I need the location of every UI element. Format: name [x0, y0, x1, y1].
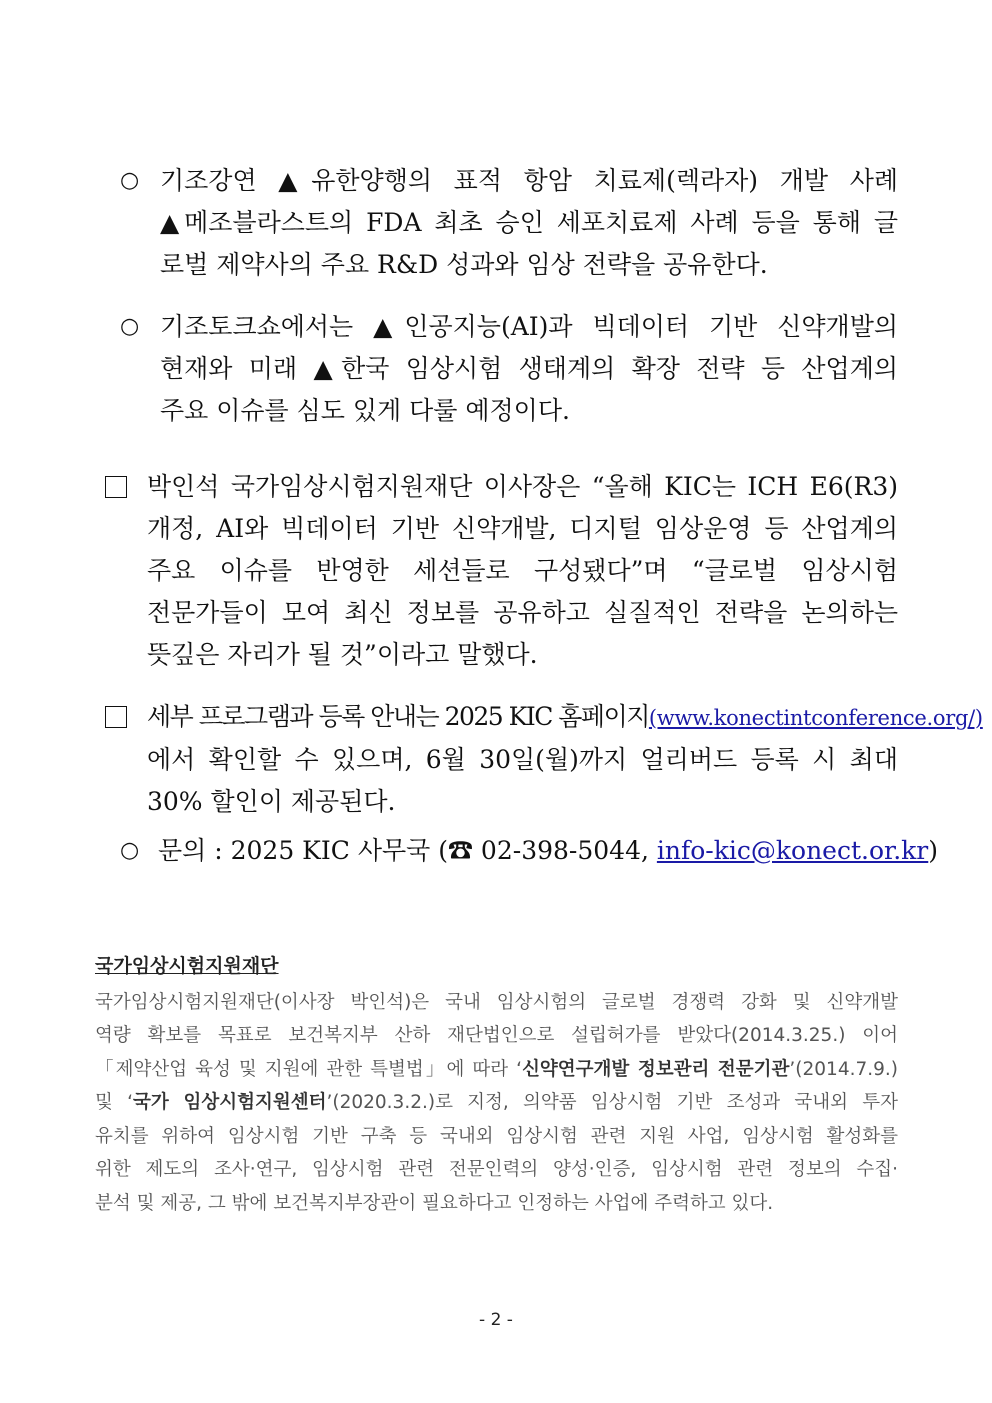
checkbox-square-marker — [105, 476, 127, 498]
registration-line-3: 30% 할인이 제공된다. — [147, 787, 396, 816]
about-line-4-a: 및 ‘ — [95, 1092, 133, 1113]
keynote-line-3: 로벌 제약사의 주요 R&D 성과와 임상 전략을 공유한다. — [160, 250, 768, 279]
about-line-5: 유치를 위하여 임상시험 기반 구축 등 국내외 임상시험 관련 지원 사업, 임상시험 활성화를 — [95, 1125, 898, 1147]
quote-line-2: 개정, AI와 빅데이터 기반 신약개발, 디지털 임상운영 등 산업계의 — [147, 514, 898, 543]
registration-prefix: 세부 프로그램과 등록 안내는 2025 KIC 홈페이지 — [147, 702, 649, 731]
contact-text — [158, 830, 938, 872]
about-title: 국가임상시험지원재단 — [95, 955, 279, 977]
about-designation-2: 국가 임상시험지원센터 — [132, 1092, 327, 1113]
registration-line-2: 에서 확인할 수 있으며, 6월 30일(월)까지 얼리버드 등록 시 최대 — [147, 745, 898, 774]
keynote-text — [160, 160, 898, 286]
phone-icon: ☎ — [447, 836, 473, 865]
about-designation-1: 신약연구개발 정보관리 전문기관 — [522, 1058, 790, 1080]
keynote-line-1: 기조강연 ▲유한양행의 표적 항암 치료제(렉라자) 개발 사례 — [160, 166, 898, 195]
registration-text — [147, 696, 983, 823]
quote-line-1: 박인석 국가임상시험지원재단 이사장은 “올해 KIC는 ICH E6(R3) — [147, 472, 898, 501]
about-line-4 — [95, 1086, 898, 1120]
about-line-7: 분석 및 제공, 그 밖에 보건복지부장관이 필요하다고 인정하는 사업에 주력하고 있다. — [95, 1192, 774, 1214]
contact-phone: 02-398-5044, — [472, 836, 657, 865]
circle-bullet-marker: ○ — [120, 838, 140, 863]
contact-email-link[interactable]: info-kic@konect.or.kr — [656, 836, 929, 865]
chairman-quote-text — [147, 466, 898, 676]
quote-line-3: 주요 이슈를 반영한 세션들로 구성됐다”며 “글로벌 임상시험 — [147, 556, 898, 585]
talkshow-line-2: 현재와 미래 ▲한국 임상시험 생태계의 확장 전략 등 산업계의 — [160, 354, 898, 383]
about-line-3-b: ’(2014.7.9.) — [789, 1058, 898, 1080]
quote-line-5: 뜻깊은 자리가 될 것”이라고 말했다. — [147, 640, 538, 669]
circle-bullet-marker: ○ — [120, 168, 140, 193]
circle-bullet-marker: ○ — [120, 314, 140, 339]
talkshow-text — [160, 306, 898, 432]
about-line-4-b: ’(2020.3.2.)로 지정, 의약품 임상시험 기반 조성과 국내외 투자 — [326, 1092, 899, 1113]
about-line-2: 역량 확보를 목표로 보건복지부 산하 재단법인으로 설립허가를 받았다(2014.3.25.) 이어 — [95, 1025, 898, 1046]
about-line-3-a: 「제약산업 육성 및 지원에 관한 특별법」에 따라 ‘ — [95, 1058, 523, 1080]
homepage-link[interactable]: (www.konectintconference.org/) — [648, 706, 983, 730]
contact-suffix: ) — [928, 836, 939, 865]
page-number: - 2 - — [479, 1310, 513, 1330]
quote-line-4: 전문가들이 모여 최신 정보를 공유하고 실질적인 전략을 논의하는 — [147, 598, 898, 627]
about-line-3 — [95, 1053, 898, 1087]
about-line-6: 위한 제도의 조사·연구, 임상시험 관련 전문인력의 양성·인증, 임상시험 관련 정보의 수집· — [95, 1159, 898, 1180]
registration-line-1 — [147, 696, 983, 739]
about-organization — [95, 950, 898, 1220]
keynote-line-2: ▲메조블라스트의 FDA 최초 승인 세포치료제 사례 등을 통해 글 — [160, 208, 898, 237]
about-line-1: 국가임상시험지원재단(이사장 박인석)은 국내 임상시험의 글로벌 경쟁력 강화 및 신약개발 — [95, 991, 898, 1013]
contact-prefix: 문의 : 2025 KIC 사무국 ( — [158, 836, 448, 865]
talkshow-line-3: 주요 이슈를 심도 있게 다룰 예정이다. — [160, 396, 570, 425]
checkbox-square-marker — [105, 706, 127, 728]
talkshow-line-1: 기조토크쇼에서는 ▲인공지능(AI)과 빅데이터 기반 신약개발의 — [160, 312, 898, 341]
